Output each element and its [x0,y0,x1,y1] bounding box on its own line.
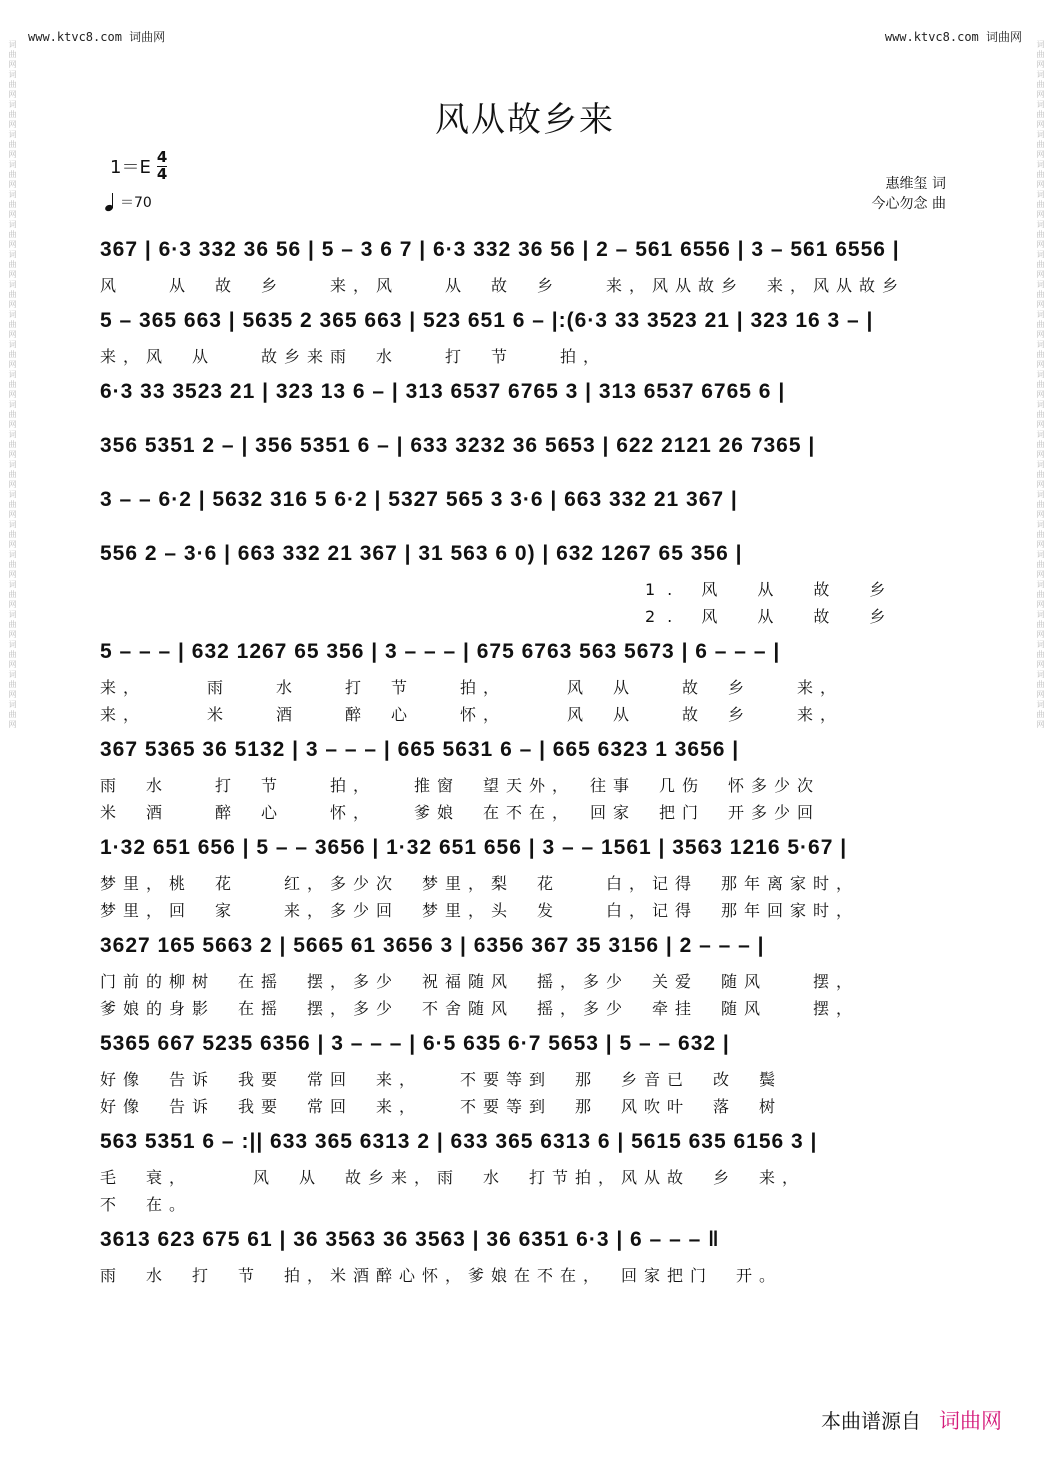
notation-system [100,478,952,532]
notation-line: 5 – 365 663 | 5635 2 365 663 | 523 651 6 – |:(6·3 33 3523 21 | 323 16 3 – | [100,309,874,332]
lyric-line: 雨 水 打 节 拍， 推窗 望天外， 往事 几伤 怀多少次 [100,776,821,795]
notation-line: 5365 667 5235 6356 | 3 – – – | 6·5 635 6·7 5653 | 5 – – 632 | [100,1032,730,1055]
notation-line: 367 5365 36 5132 | 3 – – – | 665 5631 6 – | 665 6323 1 3656 | [100,738,740,761]
lyric-line: 不 在。 [100,1195,193,1214]
lyric-line: 梦里，回 家 来，多少回 梦里，头 发 白，记得 那年回家时， [100,901,860,920]
notation-system [100,228,952,299]
notation-system [100,1218,952,1289]
notation-system [100,1120,952,1218]
notation-system [100,299,952,370]
song-title: 风从故乡来 [435,100,615,140]
tempo-value: ＝70 [120,195,152,211]
tempo-marking [104,192,152,212]
lyric-line: 好像 告诉 我要 常回 来， 不要等到 那 风吹叶 落 树 [100,1097,783,1116]
notation-system [100,728,952,826]
time-signature [157,150,167,182]
lyric-line: 门前的柳树 在摇 摆，多少 祝福随风 摇，多少 关爱 随风 摆， [100,972,860,991]
notation-line: 556 2 – 3·6 | 663 332 21 367 | 31 563 6 0) | 632 1267 65 356 | [100,542,743,565]
lyric-line: 好像 告诉 我要 常回 来， 不要等到 那 乡音已 改 鬓 [100,1070,783,1089]
site-watermark-top-right: www.ktvc8.com 词曲网 [884,30,1022,44]
notation-line: 563 5351 6 – :|| 633 365 6313 2 | 633 365 6313 6 | 5615 635 6156 3 | [100,1130,818,1153]
lyric-line: 1. 风 从 故 乡 [645,580,898,599]
credits [872,174,946,214]
lyric-line: 来，风 从 故乡来雨 水 打 节 拍， [100,347,607,366]
site-watermark-top-left: www.ktvc8.com 词曲网 [28,30,166,44]
quarter-note-icon [104,193,118,211]
lyric-line: 风 从 故 乡 来，风 从 故 乡 来，风从故乡 来，风从故乡 [100,276,906,295]
notation-system [100,826,952,924]
lyric-line: 毛 衰， 风 从 故乡来，雨 水 打节拍，风从故 乡 来， [100,1168,806,1187]
lyric-line: 米 酒 醉 心 怀， 爹娘 在不在， 回家 把门 开多少回 [100,803,821,822]
key-label: 1＝E [110,157,151,178]
notation-line: 356 5351 2 – | 356 5351 6 – | 633 3232 36 5653 | 622 2121 26 7365 | [100,434,816,457]
side-watermark-right: 词曲网词曲网词曲网词曲网词曲网词曲网词曲网词曲网词曲网词曲网词曲网词曲网词曲网词曲网词曲网词曲网词曲网词曲网词曲网词曲网词曲网词曲网词曲网 [1036,40,1045,730]
time-signature-top: 4 [156,148,168,166]
notation-system [100,1022,952,1120]
source-label: 本曲谱源自 [821,1409,921,1433]
lyric-line: 梦里，桃 花 红，多少次 梦里，梨 花 白，记得 那年离家时， [100,874,860,893]
notation-system [100,630,952,728]
lyric-line: 2. 风 从 故 乡 [645,607,898,626]
lyricist-credit: 惠维玺 词 [885,176,946,192]
lyric-line: 来， 雨 水 打 节 拍， 风 从 故 乡 来， [100,678,844,697]
notation-system [100,424,952,478]
notation-line: 6·3 33 3523 21 | 323 13 6 – | 313 6537 6765 3 | 313 6537 6765 6 | [100,380,786,403]
notation-system [100,924,952,1022]
lyric-line: 雨 水 打 节 拍，米酒醉心怀，爹娘在不在， 回家把门 开。 [100,1266,783,1285]
notation-system [100,370,952,424]
lyric-line: 爹娘的身影 在摇 摆，多少 不舍随风 摇，多少 牵挂 随风 摆， [100,999,860,1018]
notation-line: 1·32 651 656 | 5 – – 3656 | 1·32 651 656 | 3 – – 1561 | 3563 1216 5·67 | [100,836,848,859]
notation-line: 3627 165 5663 2 | 5665 61 3656 3 | 6356 367 35 3156 | 2 – – – | [100,934,765,957]
source-footer [821,1405,1002,1435]
notation-line: 3 – – 6·2 | 5632 316 5 6·2 | 5327 565 3 3·6 | 663 332 21 367 | [100,488,738,511]
key-signature [110,150,167,182]
notation-line: 367 | 6·3 332 36 56 | 5 – 3 6 7 | 6·3 332 36 56 | 2 – 561 6556 | 3 – 561 6556 | [100,238,900,261]
notation-line: 3613 623 675 61 | 36 3563 36 3563 | 36 6351 6·3 | 6 – – – ‖ [100,1228,720,1251]
notation-line: 5 – – – | 632 1267 65 356 | 3 – – – | 675 6763 563 5673 | 6 – – – | [100,640,781,663]
score [100,228,952,1289]
lyric-line: 来， 米 酒 醉 心 怀， 风 从 故 乡 来， [100,705,844,724]
time-signature-bottom: 4 [156,165,168,183]
notation-system [100,532,952,630]
source-brand-link[interactable]: 词曲网 [939,1409,1002,1433]
composer-credit: 今心勿念 曲 [871,196,946,212]
side-watermark-left: 词曲网词曲网词曲网词曲网词曲网词曲网词曲网词曲网词曲网词曲网词曲网词曲网词曲网词曲网词曲网词曲网词曲网词曲网词曲网词曲网词曲网词曲网词曲网 [8,40,17,730]
